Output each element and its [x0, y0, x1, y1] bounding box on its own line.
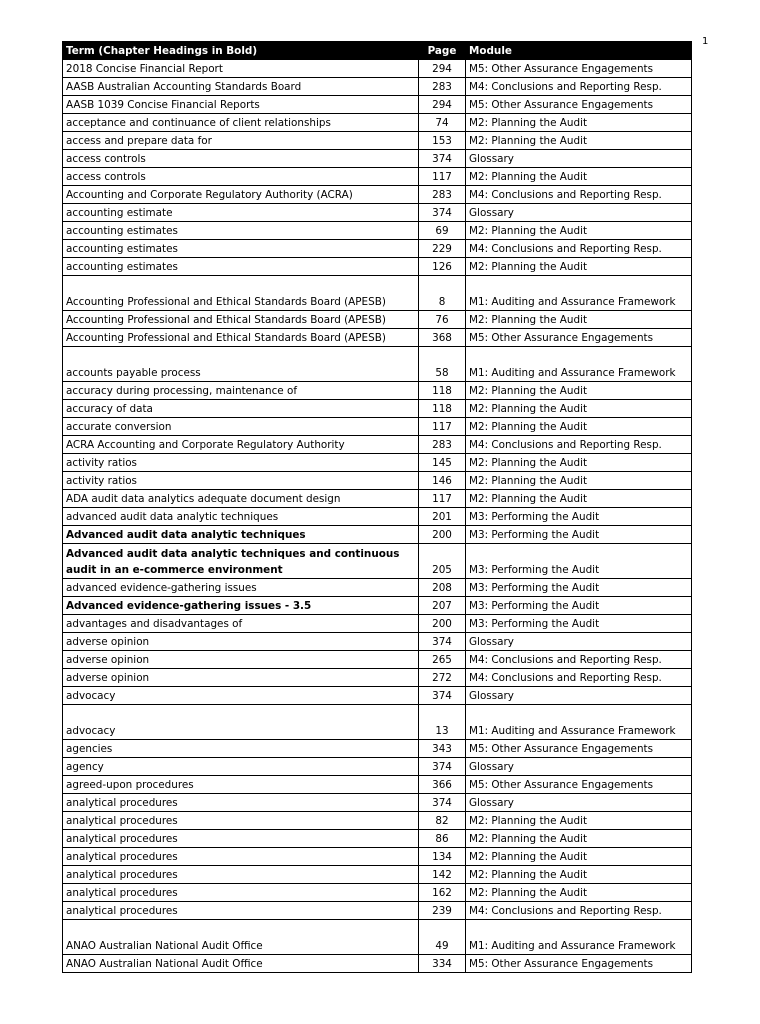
page-cell: 283	[419, 186, 466, 204]
module-cell: M2: Planning the Audit	[466, 884, 692, 902]
page-cell: 374	[419, 687, 466, 705]
table-row	[63, 508, 692, 526]
term-cell: accounting estimates	[63, 258, 419, 276]
page-cell: 13	[419, 705, 466, 740]
term-cell: Advanced audit data analytic techniques	[63, 526, 419, 544]
table-row	[63, 311, 692, 329]
table-row	[63, 848, 692, 866]
term-cell: analytical procedures	[63, 866, 419, 884]
module-cell: M2: Planning the Audit	[466, 311, 692, 329]
table-row	[63, 168, 692, 186]
page-cell: 374	[419, 794, 466, 812]
term-cell: accounting estimate	[63, 204, 419, 222]
page-cell: 86	[419, 830, 466, 848]
table-row	[63, 114, 692, 132]
page-cell: 283	[419, 436, 466, 454]
module-cell: M2: Planning the Audit	[466, 454, 692, 472]
table-row	[63, 418, 692, 436]
module-cell: M3: Performing the Audit	[466, 526, 692, 544]
page-cell: 334	[419, 955, 466, 973]
table-row	[63, 222, 692, 240]
table-row	[63, 740, 692, 758]
term-cell: ADA audit data analytics adequate document design	[63, 490, 419, 508]
term-cell: agency	[63, 758, 419, 776]
page-cell: 272	[419, 669, 466, 687]
page-cell: 200	[419, 615, 466, 633]
term-cell: analytical procedures	[63, 812, 419, 830]
module-cell: M5: Other Assurance Engagements	[466, 329, 692, 347]
module-cell: M2: Planning the Audit	[466, 400, 692, 418]
module-cell: M5: Other Assurance Engagements	[466, 60, 692, 78]
table-row	[63, 454, 692, 472]
table-body	[63, 60, 692, 973]
page-cell: 117	[419, 490, 466, 508]
term-cell: accounting estimates	[63, 240, 419, 258]
term-cell: adverse opinion	[63, 651, 419, 669]
term-cell: analytical procedures	[63, 884, 419, 902]
module-cell: M1: Auditing and Assurance Framework	[466, 920, 692, 955]
module-cell: M1: Auditing and Assurance Framework	[466, 276, 692, 311]
module-cell: M3: Performing the Audit	[466, 579, 692, 597]
page-cell: 229	[419, 240, 466, 258]
page-cell: 118	[419, 400, 466, 418]
term-cell: advanced audit data analytic techniques	[63, 508, 419, 526]
module-column-header: Module	[466, 42, 692, 60]
page-cell: 117	[419, 418, 466, 436]
table-row	[63, 472, 692, 490]
module-cell: Glossary	[466, 687, 692, 705]
module-cell: M4: Conclusions and Reporting Resp.	[466, 651, 692, 669]
table-row	[63, 812, 692, 830]
table-row	[63, 866, 692, 884]
term-cell: accounting estimates	[63, 222, 419, 240]
page-cell: 366	[419, 776, 466, 794]
module-cell: M2: Planning the Audit	[466, 382, 692, 400]
table-row	[63, 633, 692, 651]
term-cell: access controls	[63, 168, 419, 186]
table-row	[63, 60, 692, 78]
page-cell: 134	[419, 848, 466, 866]
table-row	[63, 400, 692, 418]
module-cell: M2: Planning the Audit	[466, 418, 692, 436]
table-row	[63, 955, 692, 973]
term-cell: access and prepare data for	[63, 132, 419, 150]
term-cell: ANAO Australian National Audit Office	[63, 920, 419, 955]
page-cell: 283	[419, 78, 466, 96]
table-row	[63, 830, 692, 848]
term-cell: agencies	[63, 740, 419, 758]
page-cell: 201	[419, 508, 466, 526]
module-cell: M2: Planning the Audit	[466, 472, 692, 490]
term-cell: Accounting and Corporate Regulatory Authority (ACRA)	[63, 186, 419, 204]
term-cell: 2018 Concise Financial Report	[63, 60, 419, 78]
module-cell: M3: Performing the Audit	[466, 615, 692, 633]
term-column-header: Term (Chapter Headings in Bold)	[63, 42, 419, 60]
module-cell: Glossary	[466, 204, 692, 222]
page-cell: 76	[419, 311, 466, 329]
module-cell: M3: Performing the Audit	[466, 508, 692, 526]
index-table	[62, 41, 692, 973]
term-cell: advocacy	[63, 705, 419, 740]
page-cell: 205	[419, 544, 466, 579]
module-cell: M2: Planning the Audit	[466, 830, 692, 848]
page-cell: 374	[419, 204, 466, 222]
term-cell: accurate conversion	[63, 418, 419, 436]
page-cell: 153	[419, 132, 466, 150]
module-cell: M1: Auditing and Assurance Framework	[466, 705, 692, 740]
page-cell: 117	[419, 168, 466, 186]
table-row	[63, 794, 692, 812]
module-cell: M2: Planning the Audit	[466, 222, 692, 240]
table-row	[63, 132, 692, 150]
table-row	[63, 382, 692, 400]
table-header	[63, 42, 692, 60]
term-cell: Accounting Professional and Ethical Standards Board (APESB)	[63, 311, 419, 329]
page-cell: 200	[419, 526, 466, 544]
table-row	[63, 669, 692, 687]
term-cell: analytical procedures	[63, 794, 419, 812]
table-row	[63, 884, 692, 902]
page-cell: 162	[419, 884, 466, 902]
module-cell: M5: Other Assurance Engagements	[466, 96, 692, 114]
table-row	[63, 490, 692, 508]
page-cell: 239	[419, 902, 466, 920]
table-row	[63, 579, 692, 597]
module-cell: M1: Auditing and Assurance Framework	[466, 347, 692, 382]
term-cell: Accounting Professional and Ethical Standards Board (APESB)	[63, 329, 419, 347]
term-cell	[63, 544, 419, 579]
page-cell: 294	[419, 96, 466, 114]
table-row	[63, 615, 692, 633]
term-cell: adverse opinion	[63, 669, 419, 687]
table-row	[63, 436, 692, 454]
term-cell: AASB 1039 Concise Financial Reports	[63, 96, 419, 114]
term-cell: access controls	[63, 150, 419, 168]
table-row	[63, 258, 692, 276]
page-cell: 368	[419, 329, 466, 347]
page-cell: 69	[419, 222, 466, 240]
page-column-header: Page	[419, 42, 466, 60]
module-cell: Glossary	[466, 794, 692, 812]
page-cell: 294	[419, 60, 466, 78]
module-cell: M2: Planning the Audit	[466, 848, 692, 866]
module-cell: M3: Performing the Audit	[466, 597, 692, 615]
page-cell: 265	[419, 651, 466, 669]
term-cell: analytical procedures	[63, 830, 419, 848]
page-cell: 74	[419, 114, 466, 132]
term-cell: accounts payable process	[63, 347, 419, 382]
table-row	[63, 240, 692, 258]
page-cell: 343	[419, 740, 466, 758]
table-row	[63, 150, 692, 168]
page-cell: 208	[419, 579, 466, 597]
table-row	[63, 329, 692, 347]
term-line-2: audit in an e-commerce environment	[66, 564, 283, 576]
module-cell: Glossary	[466, 150, 692, 168]
table-row	[63, 204, 692, 222]
module-cell: M4: Conclusions and Reporting Resp.	[466, 669, 692, 687]
module-cell: M5: Other Assurance Engagements	[466, 776, 692, 794]
term-cell: ANAO Australian National Audit Office	[63, 955, 419, 973]
page-cell: 126	[419, 258, 466, 276]
page-cell: 145	[419, 454, 466, 472]
module-cell: M4: Conclusions and Reporting Resp.	[466, 436, 692, 454]
page-number: 1	[702, 36, 709, 47]
page-cell: 374	[419, 758, 466, 776]
term-cell: adverse opinion	[63, 633, 419, 651]
term-cell: activity ratios	[63, 472, 419, 490]
page-cell: 58	[419, 347, 466, 382]
term-cell: Accounting Professional and Ethical Standards Board (APESB)	[63, 276, 419, 311]
term-cell: analytical procedures	[63, 902, 419, 920]
page-cell: 146	[419, 472, 466, 490]
module-cell: M2: Planning the Audit	[466, 132, 692, 150]
table-row	[63, 758, 692, 776]
table-row	[63, 544, 692, 579]
module-cell: M2: Planning the Audit	[466, 866, 692, 884]
module-cell: M5: Other Assurance Engagements	[466, 955, 692, 973]
module-cell: M2: Planning the Audit	[466, 812, 692, 830]
table-row	[63, 705, 692, 740]
page-cell: 118	[419, 382, 466, 400]
term-cell: ACRA Accounting and Corporate Regulatory Authority	[63, 436, 419, 454]
module-cell: M4: Conclusions and Reporting Resp.	[466, 240, 692, 258]
table-row	[63, 776, 692, 794]
module-cell: Glossary	[466, 633, 692, 651]
term-cell: accuracy of data	[63, 400, 419, 418]
module-cell: M4: Conclusions and Reporting Resp.	[466, 902, 692, 920]
term-cell: activity ratios	[63, 454, 419, 472]
term-cell: accuracy during processing, maintenance of	[63, 382, 419, 400]
table-row	[63, 902, 692, 920]
table-row	[63, 920, 692, 955]
page-cell: 82	[419, 812, 466, 830]
table-row	[63, 651, 692, 669]
module-cell: M2: Planning the Audit	[466, 114, 692, 132]
module-cell: M2: Planning the Audit	[466, 490, 692, 508]
term-cell: advocacy	[63, 687, 419, 705]
module-cell: Glossary	[466, 758, 692, 776]
table-row	[63, 78, 692, 96]
module-cell: M4: Conclusions and Reporting Resp.	[466, 186, 692, 204]
term-cell: analytical procedures	[63, 848, 419, 866]
page-cell: 8	[419, 276, 466, 311]
table-row	[63, 526, 692, 544]
page-cell: 374	[419, 150, 466, 168]
term-cell: agreed-upon procedures	[63, 776, 419, 794]
term-cell: advantages and disadvantages of	[63, 615, 419, 633]
term-cell: advanced evidence-gathering issues	[63, 579, 419, 597]
page-cell: 142	[419, 866, 466, 884]
term-cell: Advanced evidence-gathering issues - 3.5	[63, 597, 419, 615]
module-cell: M5: Other Assurance Engagements	[466, 740, 692, 758]
table-row	[63, 186, 692, 204]
table-row	[63, 347, 692, 382]
term-cell: acceptance and continuance of client relationships	[63, 114, 419, 132]
header-row	[63, 42, 692, 60]
table-row	[63, 276, 692, 311]
term-line-1: Advanced audit data analytic techniques and continuous	[66, 548, 400, 560]
table-row	[63, 96, 692, 114]
term-cell: AASB Australian Accounting Standards Board	[63, 78, 419, 96]
module-cell: M3: Performing the Audit	[466, 544, 692, 579]
page-cell: 207	[419, 597, 466, 615]
table-row	[63, 687, 692, 705]
module-cell: M2: Planning the Audit	[466, 168, 692, 186]
module-cell: M4: Conclusions and Reporting Resp.	[466, 78, 692, 96]
page-cell: 49	[419, 920, 466, 955]
table-row	[63, 597, 692, 615]
page-cell: 374	[419, 633, 466, 651]
module-cell: M2: Planning the Audit	[466, 258, 692, 276]
